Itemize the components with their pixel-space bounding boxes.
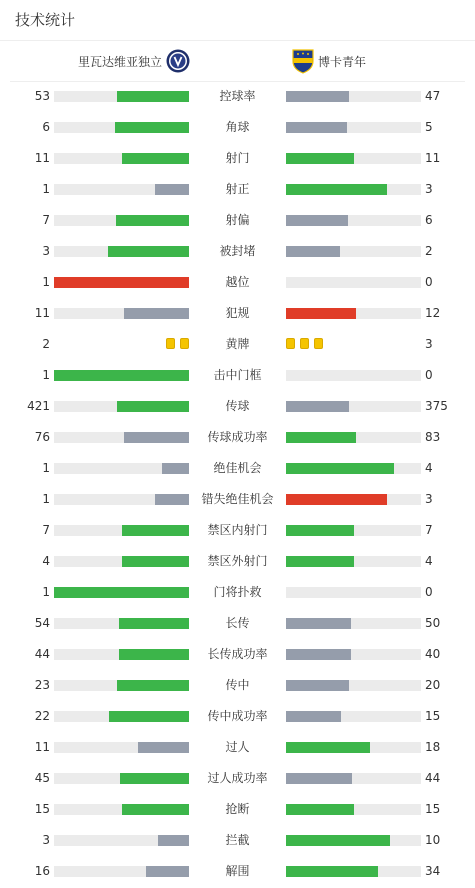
stat-label: 传中 xyxy=(225,678,250,692)
stat-label: 击中门框 xyxy=(213,368,262,382)
home-stat-value: 1 xyxy=(42,461,50,475)
stat-row xyxy=(0,267,475,298)
home-stat-bar-fill xyxy=(162,463,189,474)
away-stat-bar-fill xyxy=(286,184,387,195)
stat-label: 长传 xyxy=(225,616,250,630)
stat-row xyxy=(0,205,475,236)
home-stat-bar xyxy=(54,711,189,722)
away-stat-bar-fill xyxy=(286,122,347,133)
home-stat-bar-fill xyxy=(117,680,189,691)
away-team[interactable] xyxy=(292,41,366,81)
yellow-card-icon xyxy=(300,338,309,349)
stat-row xyxy=(0,546,475,577)
away-stat-value: 3 xyxy=(425,182,433,196)
home-stat-value: 1 xyxy=(42,182,50,196)
home-stat-bar-fill xyxy=(138,742,189,753)
away-stat-value: 15 xyxy=(425,709,441,723)
home-stat-bar-fill xyxy=(117,401,189,412)
away-stat-bar-fill xyxy=(286,246,340,257)
away-stat-bar-fill xyxy=(286,91,349,102)
home-stat-bar-fill xyxy=(124,308,189,319)
stat-label: 门将扑救 xyxy=(213,585,262,599)
home-stat-value: 6 xyxy=(42,120,50,134)
stat-label: 解围 xyxy=(225,864,250,878)
home-stat-value: 76 xyxy=(34,430,50,444)
home-stat-bar xyxy=(54,835,189,846)
stat-row xyxy=(0,298,475,329)
home-stat-value: 16 xyxy=(34,864,50,878)
stat-row xyxy=(0,701,475,732)
home-stat-bar-fill xyxy=(54,370,189,381)
away-stat-value: 34 xyxy=(425,864,441,878)
home-stat-value: 11 xyxy=(34,151,50,165)
home-team-name: 里瓦达维亚独立 xyxy=(77,54,162,69)
stat-row xyxy=(0,81,475,112)
stat-row xyxy=(0,329,475,360)
away-stat-value: 6 xyxy=(425,213,433,227)
stat-row xyxy=(0,236,475,267)
stat-row xyxy=(0,484,475,515)
home-stat-value: 53 xyxy=(34,89,50,103)
header xyxy=(0,0,475,41)
away-stat-value: 3 xyxy=(425,492,433,506)
stat-label: 绝佳机会 xyxy=(213,461,262,475)
away-stat-bar xyxy=(286,215,421,226)
stat-row xyxy=(0,794,475,825)
away-stat-bar-fill xyxy=(286,711,341,722)
home-stat-bar xyxy=(54,587,189,598)
stat-label: 错失绝佳机会 xyxy=(201,492,274,506)
stat-row xyxy=(0,639,475,670)
away-stat-bar xyxy=(286,649,421,660)
independiente-rivadavia-crest-icon xyxy=(166,49,190,73)
yellow-card-icon xyxy=(166,338,175,349)
home-stat-value: 15 xyxy=(34,802,50,816)
away-stat-value: 4 xyxy=(425,461,433,475)
home-stat-value: 11 xyxy=(34,306,50,320)
home-stat-bar-fill xyxy=(115,122,189,133)
away-stat-bar xyxy=(286,91,421,102)
home-stat-bar-fill xyxy=(119,649,189,660)
stat-row xyxy=(0,143,475,174)
away-stat-bar xyxy=(286,711,421,722)
stat-row xyxy=(0,391,475,422)
home-stat-bar xyxy=(54,525,189,536)
away-stat-bar xyxy=(286,587,421,598)
home-stat-value: 23 xyxy=(34,678,50,692)
home-stat-bar-fill xyxy=(54,277,189,288)
home-stat-bar xyxy=(54,184,189,195)
team-header-row xyxy=(10,41,465,82)
home-stat-bar xyxy=(54,649,189,660)
away-stat-value: 50 xyxy=(425,616,441,630)
away-stat-value: 11 xyxy=(425,151,441,165)
home-stat-bar xyxy=(54,153,189,164)
home-stat-bar-fill xyxy=(146,866,189,877)
home-stat-bar-fill xyxy=(120,773,189,784)
page-title: 技术统计 xyxy=(15,11,76,29)
home-stat-bar-fill xyxy=(54,587,189,598)
home-stat-bar-fill xyxy=(117,91,189,102)
stat-label: 抢断 xyxy=(225,802,250,816)
home-team[interactable] xyxy=(78,41,190,81)
home-stat-bar-fill xyxy=(116,215,189,226)
home-stat-bar xyxy=(54,742,189,753)
home-stat-bar xyxy=(54,308,189,319)
stat-label: 射门 xyxy=(225,151,250,165)
stat-row xyxy=(0,732,475,763)
home-stat-value: 7 xyxy=(42,213,50,227)
away-stat-bar xyxy=(286,556,421,567)
stat-label: 过人成功率 xyxy=(207,771,268,785)
home-stat-value: 1 xyxy=(42,275,50,289)
home-stat-bar-fill xyxy=(109,711,189,722)
home-stat-value: 1 xyxy=(42,492,50,506)
away-stat-bar-fill xyxy=(286,680,349,691)
home-stat-bar xyxy=(54,246,189,257)
away-stat-bar xyxy=(286,494,421,505)
away-stat-bar xyxy=(286,277,421,288)
stat-label: 角球 xyxy=(225,120,250,134)
away-stat-bar-fill xyxy=(286,432,356,443)
stat-label: 黄牌 xyxy=(225,337,250,351)
away-stat-value: 47 xyxy=(425,89,441,103)
away-stat-value: 4 xyxy=(425,554,433,568)
away-stat-bar-fill xyxy=(286,742,370,753)
home-stat-bar xyxy=(54,122,189,133)
away-stat-bar xyxy=(286,866,421,877)
stat-row xyxy=(0,422,475,453)
stat-label: 射偏 xyxy=(225,213,250,227)
home-stat-bar xyxy=(54,463,189,474)
away-stat-bar-fill xyxy=(286,773,352,784)
away-stat-value: 0 xyxy=(425,368,433,382)
stat-label: 越位 xyxy=(225,275,250,289)
home-stat-bar-fill xyxy=(155,184,189,195)
away-stat-bar xyxy=(286,742,421,753)
away-stat-value: 0 xyxy=(425,275,433,289)
home-stat-value: 4 xyxy=(42,554,50,568)
home-stat-value: 421 xyxy=(27,399,50,413)
stat-row xyxy=(0,453,475,484)
away-stat-value: 7 xyxy=(425,523,433,537)
away-stat-bar-fill xyxy=(286,525,354,536)
stat-row xyxy=(0,174,475,205)
away-stat-bar-fill xyxy=(286,494,387,505)
away-stat-bar-fill xyxy=(286,153,354,164)
stat-label: 控球率 xyxy=(219,89,256,103)
home-yellow-cards xyxy=(166,338,189,349)
home-stat-value: 45 xyxy=(34,771,50,785)
away-stat-value: 83 xyxy=(425,430,441,444)
away-stat-bar-fill xyxy=(286,618,351,629)
away-stat-bar xyxy=(286,308,421,319)
home-stat-value: 11 xyxy=(34,740,50,754)
home-stat-bar xyxy=(54,215,189,226)
home-stat-bar-fill xyxy=(122,153,190,164)
away-stat-bar-fill xyxy=(286,401,349,412)
away-stat-value: 10 xyxy=(425,833,441,847)
away-stat-bar-fill xyxy=(286,804,354,815)
home-stat-bar xyxy=(54,432,189,443)
stat-row xyxy=(0,608,475,639)
home-stat-value: 2 xyxy=(42,337,50,351)
stat-row xyxy=(0,577,475,608)
stat-label: 犯规 xyxy=(225,306,250,320)
home-stat-bar xyxy=(54,804,189,815)
away-yellow-cards xyxy=(286,338,323,349)
home-stat-bar-fill xyxy=(124,432,189,443)
away-stat-bar-fill xyxy=(286,866,378,877)
stat-row xyxy=(0,360,475,391)
away-stat-bar xyxy=(286,370,421,381)
away-stat-bar-fill xyxy=(286,649,351,660)
stat-label: 拦截 xyxy=(225,833,250,847)
home-stat-bar xyxy=(54,618,189,629)
stat-label: 传中成功率 xyxy=(207,709,268,723)
home-stat-bar-fill xyxy=(122,556,190,567)
away-stat-bar xyxy=(286,618,421,629)
away-stat-bar xyxy=(286,773,421,784)
stat-row xyxy=(0,763,475,794)
stats-list xyxy=(0,81,475,887)
home-stat-value: 1 xyxy=(42,368,50,382)
home-stat-bar xyxy=(54,401,189,412)
home-stat-value: 54 xyxy=(34,616,50,630)
away-stat-value: 18 xyxy=(425,740,441,754)
away-stat-value: 12 xyxy=(425,306,441,320)
home-stat-value: 7 xyxy=(42,523,50,537)
home-stat-bar-fill xyxy=(119,618,189,629)
away-stat-value: 20 xyxy=(425,678,441,692)
stat-label: 被封堵 xyxy=(219,244,256,258)
home-stat-bar xyxy=(54,680,189,691)
stat-label: 射正 xyxy=(225,182,250,196)
away-stat-bar xyxy=(286,246,421,257)
home-stat-bar xyxy=(54,556,189,567)
stat-row xyxy=(0,112,475,143)
away-stat-bar-fill xyxy=(286,308,356,319)
away-stat-value: 0 xyxy=(425,585,433,599)
away-stat-value: 375 xyxy=(425,399,448,413)
away-stat-value: 3 xyxy=(425,337,433,351)
stat-label: 长传成功率 xyxy=(207,647,268,661)
away-team-name: 博卡青年 xyxy=(318,54,367,69)
stat-label: 过人 xyxy=(225,740,250,754)
home-stat-bar-fill xyxy=(122,525,190,536)
away-stat-bar-fill xyxy=(286,835,390,846)
home-stat-bar xyxy=(54,773,189,784)
stat-row xyxy=(0,670,475,701)
stat-label: 传球成功率 xyxy=(207,430,268,444)
stat-label: 传球 xyxy=(225,399,250,413)
away-stat-bar xyxy=(286,122,421,133)
home-stat-bar-fill xyxy=(108,246,189,257)
away-stat-bar xyxy=(286,401,421,412)
away-stat-bar xyxy=(286,153,421,164)
away-stat-value: 44 xyxy=(425,771,441,785)
home-stat-bar xyxy=(54,91,189,102)
home-stat-value: 3 xyxy=(42,244,50,258)
away-stat-value: 15 xyxy=(425,802,441,816)
away-stat-bar xyxy=(286,432,421,443)
home-stat-value: 3 xyxy=(42,833,50,847)
home-stat-bar-fill xyxy=(122,804,190,815)
away-stat-bar xyxy=(286,463,421,474)
home-stat-bar-fill xyxy=(158,835,189,846)
home-stat-value: 44 xyxy=(34,647,50,661)
away-stat-bar xyxy=(286,804,421,815)
home-stat-bar xyxy=(54,866,189,877)
away-stat-bar xyxy=(286,835,421,846)
yellow-card-icon xyxy=(180,338,189,349)
stat-row xyxy=(0,515,475,546)
home-stat-value: 22 xyxy=(34,709,50,723)
home-stat-bar-fill xyxy=(155,494,189,505)
stat-label: 禁区内射门 xyxy=(207,523,268,537)
home-stat-value: 1 xyxy=(42,585,50,599)
home-stat-bar xyxy=(54,370,189,381)
yellow-card-icon xyxy=(286,338,295,349)
away-stat-value: 5 xyxy=(425,120,433,134)
yellow-card-icon xyxy=(314,338,323,349)
home-stat-bar xyxy=(54,494,189,505)
away-stat-bar xyxy=(286,184,421,195)
away-stat-bar-fill xyxy=(286,556,354,567)
stat-label: 禁区外射门 xyxy=(207,554,268,568)
boca-juniors-crest-icon xyxy=(292,48,314,74)
away-stat-bar xyxy=(286,525,421,536)
away-stat-value: 40 xyxy=(425,647,441,661)
stat-row xyxy=(0,825,475,856)
away-stat-bar xyxy=(286,680,421,691)
away-stat-value: 2 xyxy=(425,244,433,258)
away-stat-bar-fill xyxy=(286,215,348,226)
stat-row xyxy=(0,856,475,887)
home-stat-bar xyxy=(54,277,189,288)
away-stat-bar-fill xyxy=(286,463,394,474)
